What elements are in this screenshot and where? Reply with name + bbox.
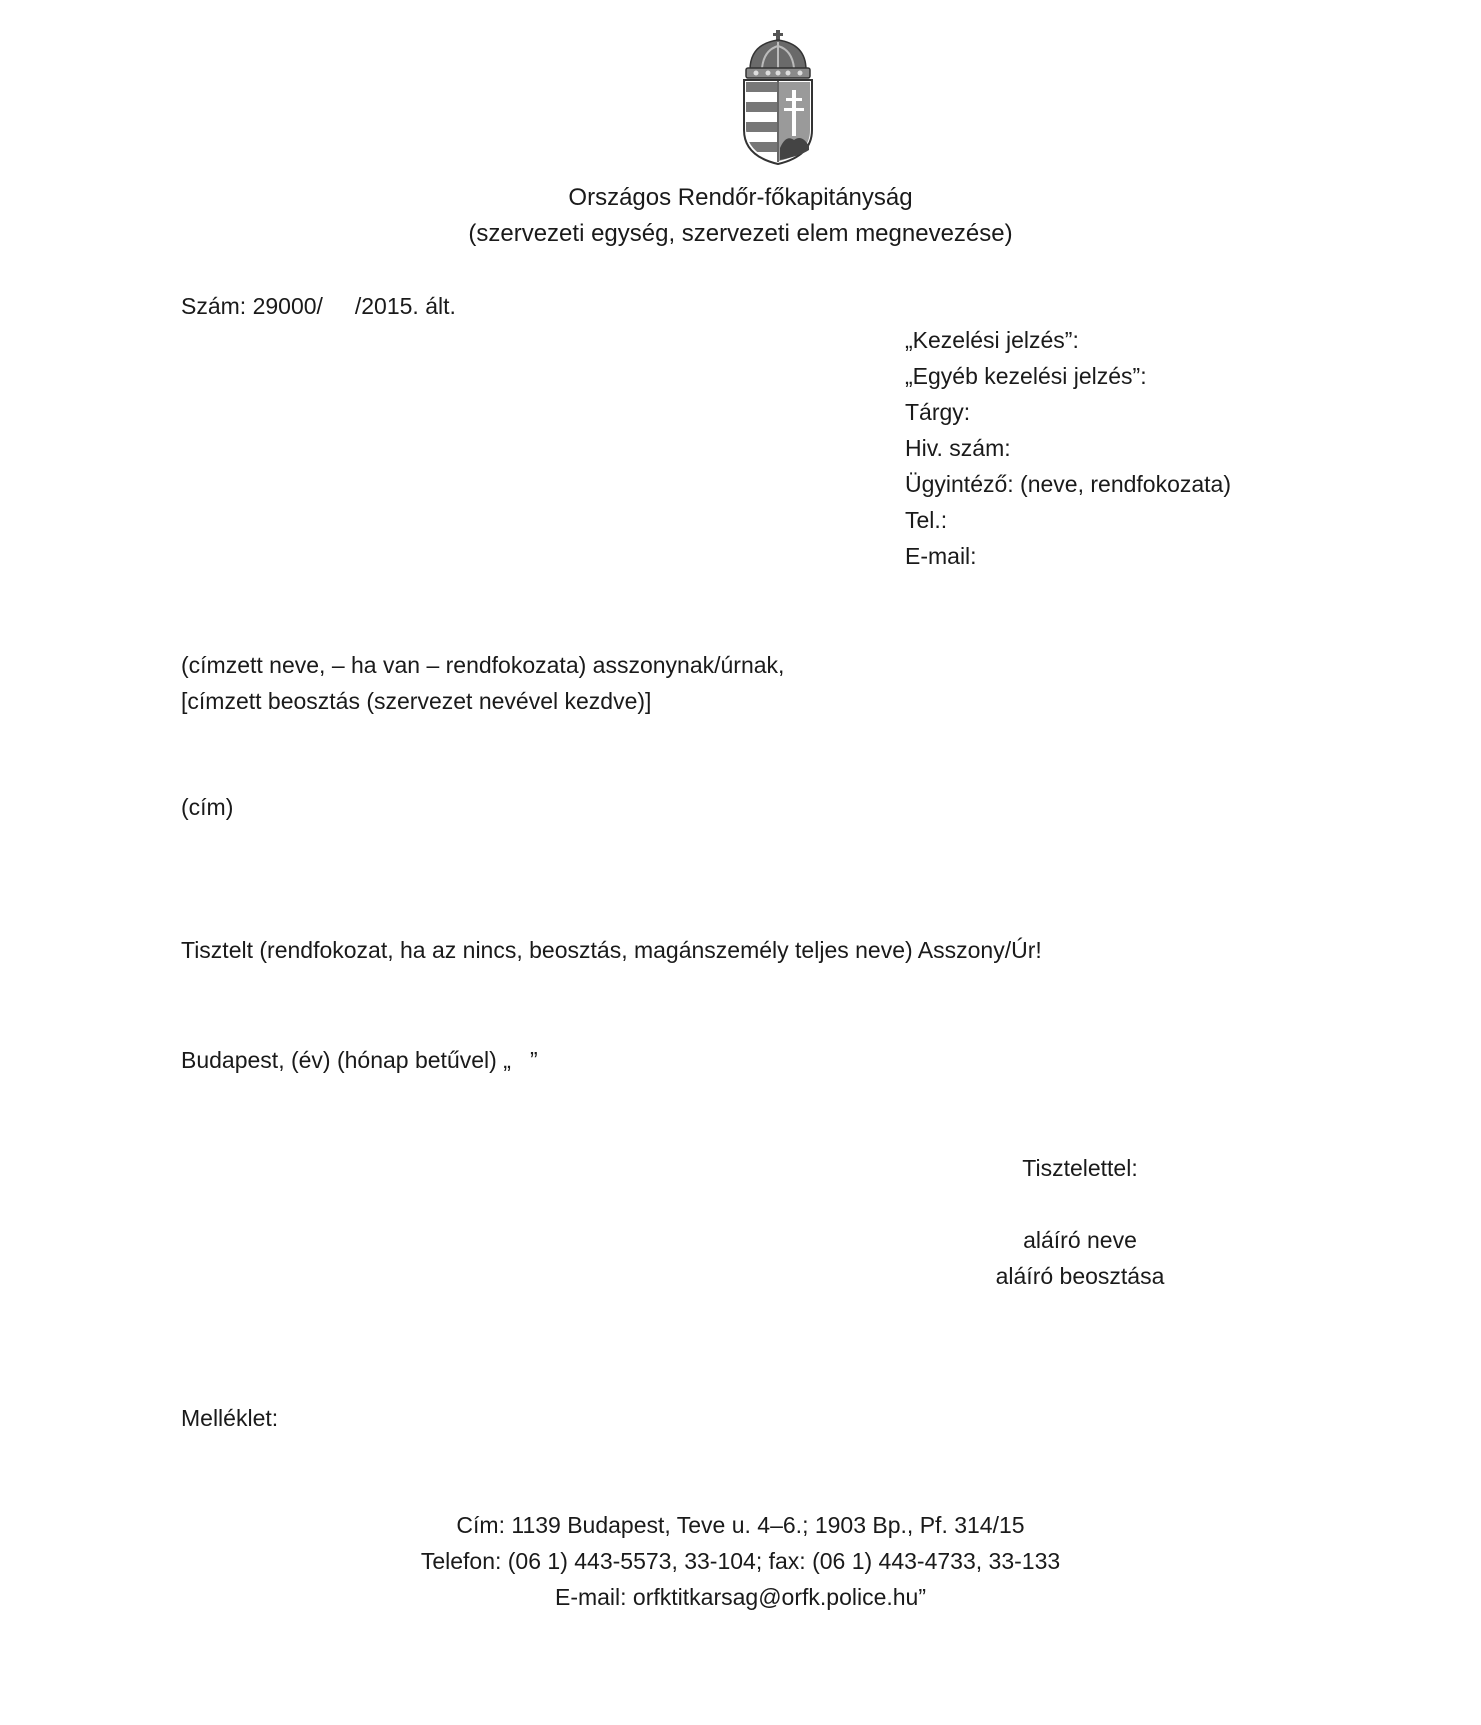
meta-field-other-handling-mark: „Egyéb kezelési jelzés”: (905, 363, 1147, 389)
signer-position: aláíró beosztása (995, 1263, 1165, 1289)
attachment-label: Melléklet: (181, 1405, 279, 1431)
closing-greeting: Tisztelettel: (1022, 1155, 1138, 1181)
recipient-name: (címzett neve, – ha van – rendfokozata) asszonynak/úrnak, (181, 652, 785, 678)
reference-number: Szám: 29000/ /2015. ált. (181, 293, 456, 319)
meta-field-subject: Tárgy: (905, 399, 971, 425)
meta-field-handling-mark: „Kezelési jelzés”: (905, 327, 1079, 353)
footer (0, 1507, 1481, 1615)
footer-email: E-mail: orfktitkarsag@orfk.police.hu” (554, 1584, 927, 1610)
recipient-address: (cím) (181, 794, 234, 820)
salutation: Tisztelt (rendfokozat, ha az nincs, beosztás, magánszemély teljes neve) Asszony/Úr! (181, 937, 1042, 963)
letterhead (0, 180, 1481, 252)
meta-fields (905, 322, 1231, 574)
meta-field-administrator: Ügyintéző: (neve, rendfokozata) (905, 471, 1232, 497)
recipient-position: [címzett beosztás (szervezet nevével kezdve)] (181, 688, 652, 714)
signer-name: aláíró neve (1023, 1227, 1137, 1253)
footer-phone: Telefon: (06 1) 443-5573, 33-104; fax: (06 1) 443-4733, 33-133 (420, 1548, 1061, 1574)
organization-name: Országos Rendőr-főkapitányság (568, 184, 913, 211)
meta-field-reference: Hiv. szám: (905, 435, 1011, 461)
date-line: Budapest, (év) (hónap betűvel) „ ” (181, 1047, 538, 1073)
hungarian-coat-of-arms-icon (740, 30, 816, 166)
footer-address: Cím: 1139 Budapest, Teve u. 4–6.; 1903 Bp., Pf. 314/15 (456, 1512, 1025, 1538)
organizational-unit: (szervezeti egység, szervezeti elem megnevezése) (468, 220, 1013, 247)
meta-field-phone: Tel.: (905, 507, 948, 533)
meta-field-email: E-mail: (905, 543, 977, 569)
